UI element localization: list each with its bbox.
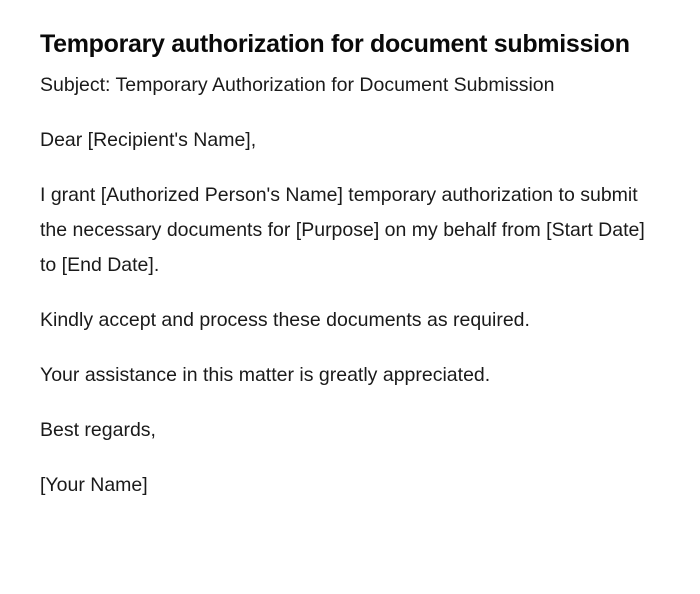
thanks-paragraph: Your assistance in this matter is greatly appreciated. — [40, 364, 491, 386]
subject-line: Subject: Temporary Authorization for Document Submission — [40, 74, 555, 96]
document-title: Temporary authorization for document submission — [40, 30, 630, 58]
closing-line: Best regards, — [40, 419, 156, 441]
signature-line: [Your Name] — [40, 474, 148, 496]
body-paragraph: I grant [Authorized Person's Name] temporary authorization to submit the necessary documents for [Purpose] on my behalf from [Start Date] to [End Date]. — [40, 184, 645, 276]
greeting: Dear [Recipient's Name], — [40, 129, 257, 151]
letter-document — [40, 22, 650, 523]
request-paragraph: Kindly accept and process these documents as required. — [40, 309, 530, 331]
